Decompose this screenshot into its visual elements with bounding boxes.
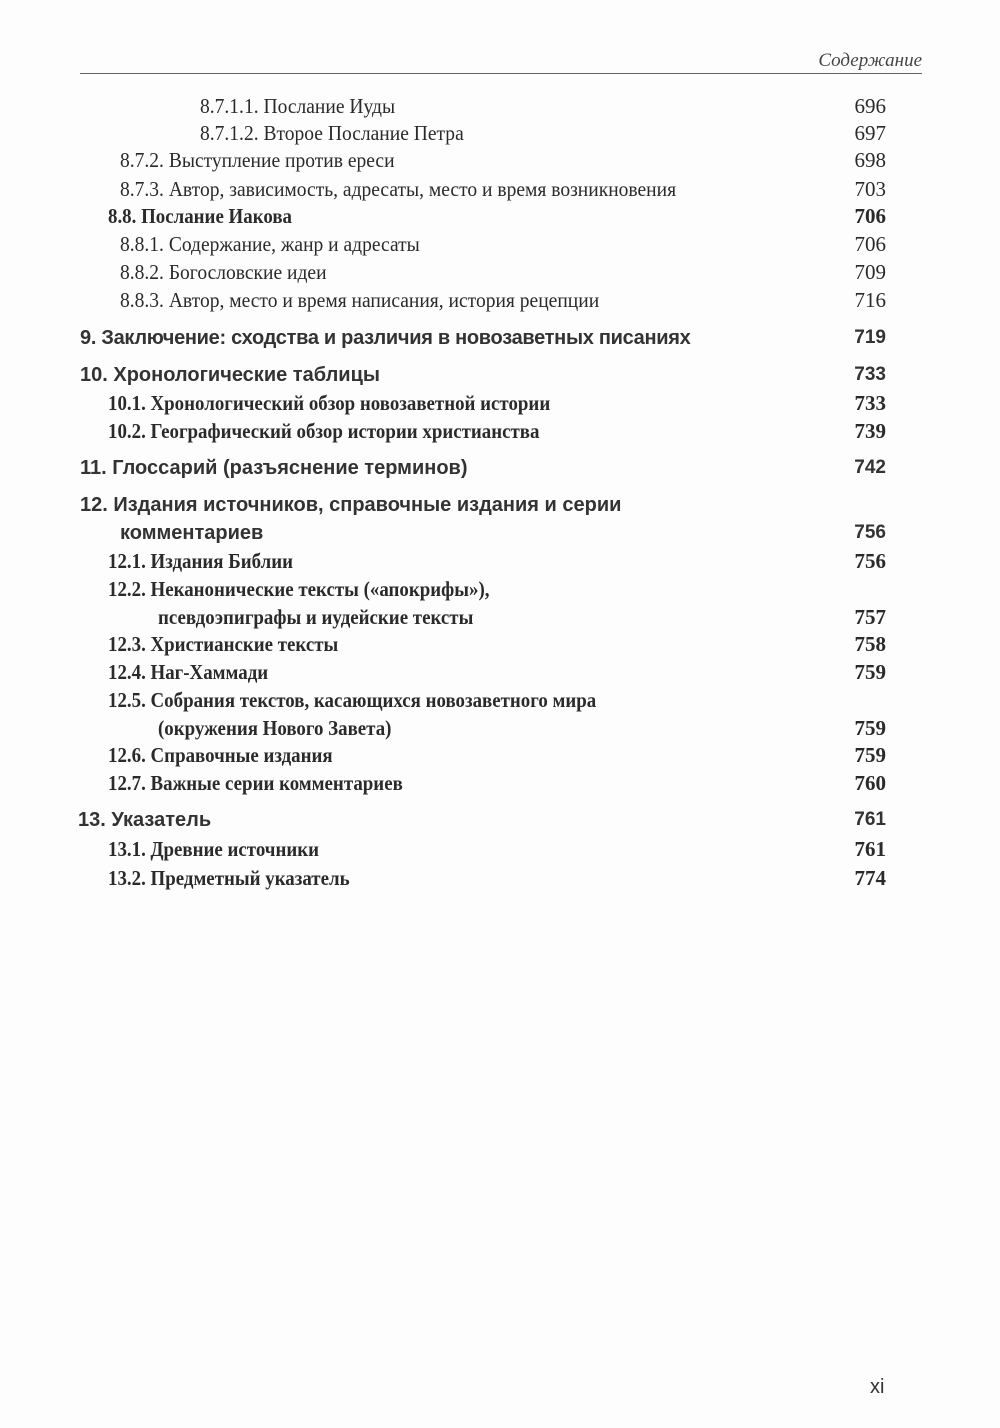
- toc-entry: 8.8. Послание Иакова 706: [108, 204, 886, 228]
- toc-entry: 8.7.1.2. Второе Послание Петра 697: [200, 121, 886, 145]
- toc-entry: 12.5. Собрания текстов, касающихся новозаветного мира: [108, 688, 597, 712]
- toc-chapter: 10. Хронологические таблицы 733: [80, 364, 886, 386]
- toc-entry: 8.7.3. Автор, зависимость, адресаты, место и время возникновения 703: [120, 177, 886, 201]
- toc-chapter: 9. Заключение: сходства и различия в новозаветных писаниях 719: [80, 327, 886, 349]
- toc-entry: 8.7.2. Выступление против ереси 698: [120, 148, 886, 172]
- toc-entry: 12.1. Издания Библии 756: [108, 549, 886, 573]
- page-number: xi: [870, 1376, 885, 1398]
- toc-entry-continued: (окружения Нового Завета) 759: [158, 716, 886, 740]
- toc-entry: 12.7. Важные серии комментариев 760: [108, 771, 886, 795]
- toc-chapter: 11. Глоссарий (разъяснение терминов) 742: [80, 457, 886, 479]
- toc-chapter: 13. Указатель 761: [78, 809, 886, 831]
- toc-entry: 8.8.2. Богословские идеи 709: [120, 260, 886, 284]
- toc-entry: 12.4. Наг-Хаммади 759: [108, 660, 886, 684]
- header-rule: [80, 73, 922, 74]
- toc-chapter-continued: комментариев 756: [120, 522, 886, 544]
- toc-entry: 12.6. Справочные издания 759: [108, 743, 886, 767]
- toc-entry: 8.8.1. Содержание, жанр и адресаты 706: [120, 232, 886, 256]
- toc-entry: 12.3. Христианские тексты 758: [108, 632, 886, 656]
- running-header: Содержание: [818, 50, 922, 71]
- toc-entry: 10.2. Географический обзор истории христианства 739: [108, 419, 886, 443]
- toc-entry: 13.1. Древние источники 761: [108, 837, 886, 861]
- toc-entry: 10.1. Хронологический обзор новозаветной истории 733: [108, 391, 886, 415]
- toc-entry: 8.7.1.1. Послание Иуды 696: [200, 94, 886, 118]
- toc-entry: 8.8.3. Автор, место и время написания, история рецепции 716: [120, 288, 886, 312]
- toc-chapter: 12. Издания источников, справочные издания и серии: [80, 494, 622, 516]
- toc-entry: 12.2. Неканонические тексты («апокрифы»),: [108, 577, 490, 601]
- toc-entry: 13.2. Предметный указатель 774: [108, 866, 886, 890]
- toc-entry-continued: псевдоэпиграфы и иудейские тексты 757: [158, 605, 886, 629]
